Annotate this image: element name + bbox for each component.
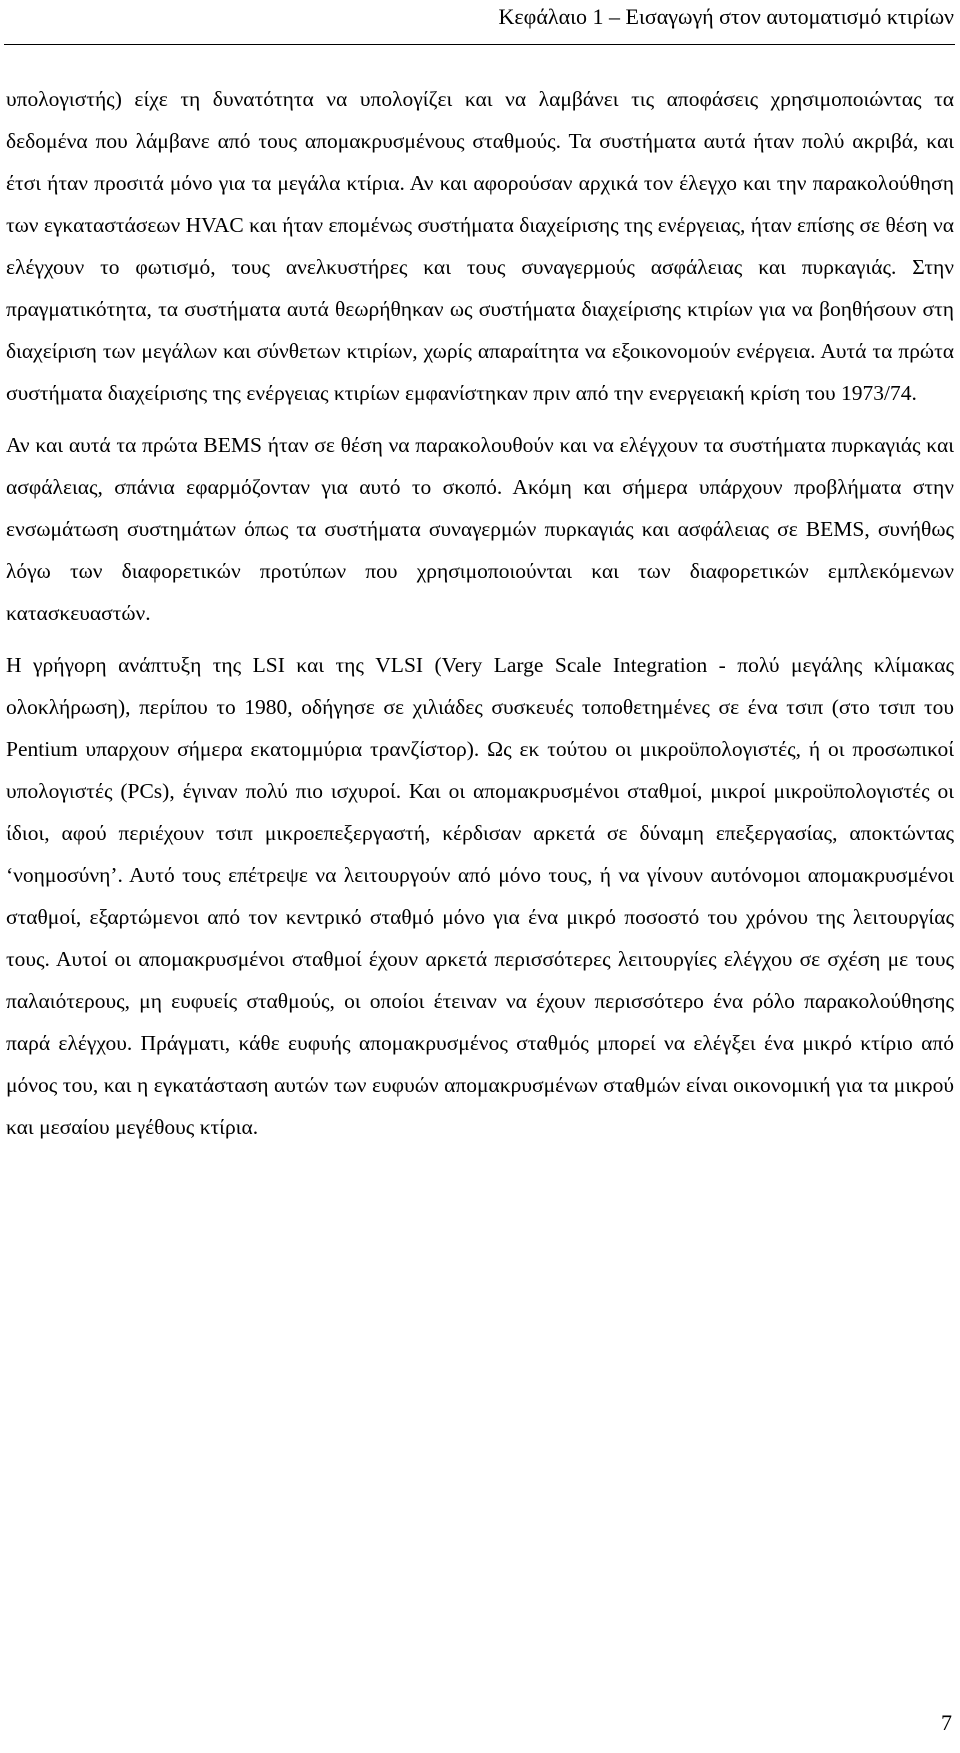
running-header: Κεφάλαιο 1 – Εισαγωγή στον αυτοματισμό κτιρίων	[498, 4, 954, 29]
page-number: 7	[941, 1710, 952, 1735]
paragraph: υπολογιστής) είχε τη δυνατότητα να υπολογίζει και να λαμβάνει τις αποφάσεις χρησιμοποιώντας τα δεδομένα που λάμβανε από τους απομακρυσμένους σταθμούς. Τα συστήματα αυτά ήταν πολύ ακριβά, και έτσι ήταν προσιτά μόνο για τα μεγάλα κτίρια. Αν και αφορούσαν αρχικά τον έλεγχο και την παρακολούθηση των εγκαταστάσεων HVAC και ήταν επομένως συστήματα διαχείρισης της ενέργειας, ήταν επίσης σε θέση να ελέγχουν το φωτισμό, τους ανελκυστήρες και τους συναγερμούς ασφάλειας και πυρκαγιάς. Στην πραγματικότητα, τα συστήματα αυτά θεωρήθηκαν ως συστήματα διαχείρισης κτιρίων για να βοηθήσουν στη διαχείριση των μεγάλων και σύνθετων κτιρίων, χωρίς απαραίτητα να εξοικονομούν ενέργεια. Αυτά τα πρώτα συστήματα διαχείρισης της ενέργειας κτιρίων εμφανίστηκαν πριν από την ενεργειακή κρίση του 1973/74.	[6, 87, 954, 405]
header-divider	[4, 44, 955, 45]
page-body	[6, 78, 954, 1148]
paragraph: Αν και αυτά τα πρώτα BEMS ήταν σε θέση να παρακολουθούν και να ελέγχουν τα συστήματα πυρκαγιάς και ασφάλειας, σπάνια εφαρμόζονταν για αυτό το σκοπό. Ακόμη και σήμερα υπάρχουν προβλήματα στην ενσωμάτωση συστημάτων όπως τα συστήματα συναγερμών πυρκαγιάς και ασφάλειας σε BEMS, συνήθως λόγω των διαφορετικών προτύπων που χρησιμοποιούνται και των διαφορετικών εμπλεκόμενων κατασκευαστών.	[6, 433, 954, 625]
paragraph: Η γρήγορη ανάπτυξη της LSI και της VLSI (Very Large Scale Integration - πολύ μεγάλης κλίμακας ολοκλήρωση), περίπου το 1980, οδήγησε σε χιλιάδες συσκευές τοποθετημένες σε ένα τσιπ (στο τσιπ του Pentium υπαρχουν σήμερα εκατομμύρια τρανζίστορ). Ως εκ τούτου οι μικροϋπολογιστές, ή οι προσωπικοί υπολογιστές (PCs), έγιναν πολύ πιο ισχυροί. Και οι απομακρυσμένοι σταθμοί, μικροί μικροϋπολογιστές οι ίδιοι, αφού περιέχουν τσιπ μικροεπεξεργαστή, κέρδισαν αρκετά σε δύναμη επεξεργασίας, αποκτώντας ‘νοημοσύνη’. Αυτό τους επέτρεψε να λειτουργούν από μόνο τους, ή να γίνουν αυτόνομοι απομακρυσμένοι σταθμοί, εξαρτώμενοι από τον κεντρικό σταθμό μόνο για ένα μικρό ποσοστό του χρόνου της λειτουργίας τους. Αυτοί οι απομακρυσμένοι σταθμοί έχουν αρκετά περισσότερες λειτουργίες ελέγχου σε σχέση με τους παλαιότερους, μη ευφυείς σταθμούς, οι οποίοι έτειναν να έχουν περισσότερο ένα ρόλο παρακολούθησης παρά ελέγχου. Πράγματι, κάθε ευφυής απομακρυσμένος σταθμός μπορεί να ελέγξει ένα μικρό κτίριο από μόνος του, και η εγκατάσταση αυτών των ευφυών απομακρυσμένων σταθμών είναι οικονομική για τα μικρού και μεσαίου μεγέθους κτίρια.	[6, 653, 954, 1139]
